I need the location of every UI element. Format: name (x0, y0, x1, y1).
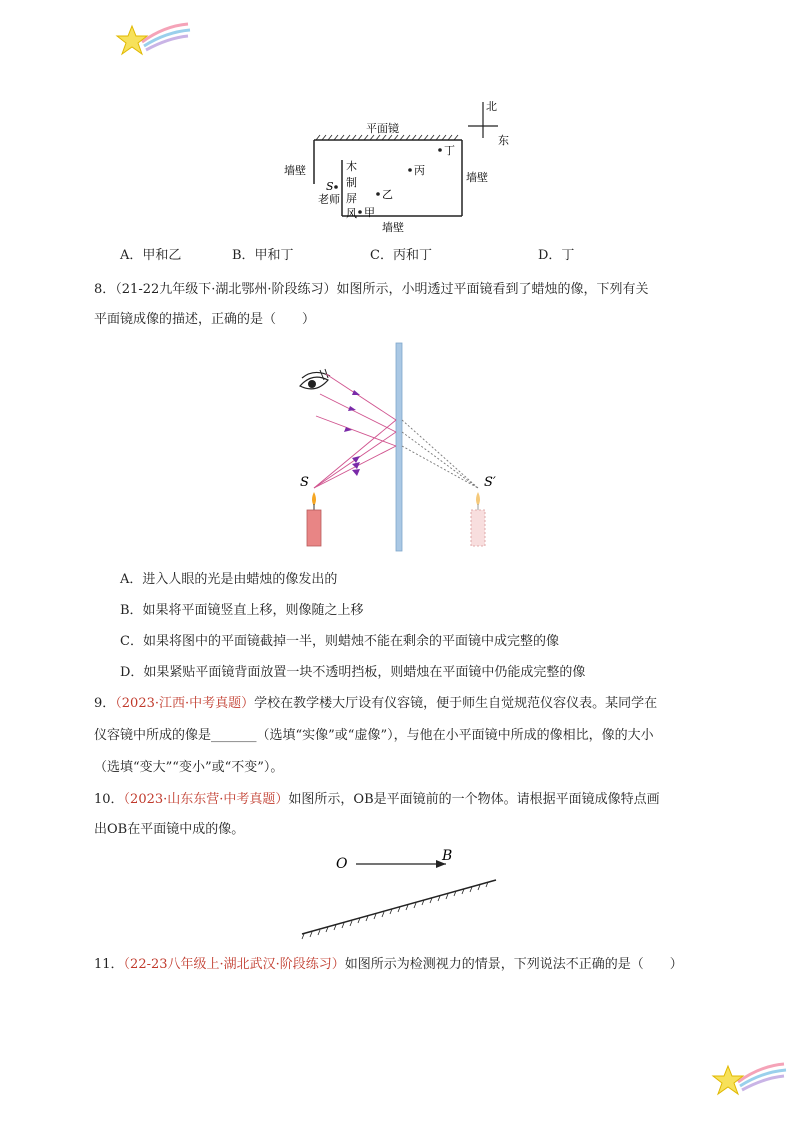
q9-line-2: 仪容镜中所成的像是_______（选填“实像”或“虚像”），与他在小平面镜中所成的像相比，像的大小 (94, 728, 654, 743)
q9-number: 9． (94, 696, 116, 711)
q10-source: （2023·山东东营·中考真题） (123, 792, 289, 807)
q7-option-c[interactable]: C．丙和丁 (370, 248, 432, 263)
q8-option-c[interactable]: C．如果将图中的平面镜截掉一半，则蜡烛不能在剩余的平面镜中成完整的像 (120, 634, 559, 649)
q11-source: （22-23八年级上·湖北武汉·阶段练习） (123, 957, 345, 972)
screen-char-1: 木 (346, 160, 357, 173)
q7-option-b[interactable]: B．甲和丁 (232, 248, 294, 263)
q8-number: 8． (94, 282, 116, 297)
mirror-label: 平面镜 (366, 122, 399, 135)
q9-line-1 (94, 694, 657, 714)
q9-text-1: 学校在教学楼大厅设有仪容镜，便于师生自觉规范仪容仪表。某同学在 (254, 696, 658, 711)
b-label: B (442, 848, 453, 864)
room-mirror-figure (280, 96, 520, 236)
q7-option-d[interactable]: D．丁 (538, 248, 575, 263)
q8-option-d[interactable]: D．如果紧贴平面镜背面放置一块不透明挡板，则蜡烛在平面镜中仍能成完整的像 (120, 665, 586, 680)
ob-mirror-figure (300, 846, 510, 942)
screen-char-4: 风 (346, 207, 357, 220)
s-label-candle: S (300, 475, 309, 490)
q11-text-1: 如图所示为检测视力的情景，下列说法不正确的是（ ） (344, 957, 683, 972)
wall-left-label: 墙壁 (284, 164, 306, 177)
screen-char-3: 屏 (346, 192, 357, 205)
q9-line-3: （选填“变大”“变小”或“不变”）。 (94, 760, 284, 775)
ding-label: 丁 (444, 144, 455, 157)
wall-bottom-label: 墙壁 (382, 221, 404, 234)
q10-number: 10． (94, 792, 124, 807)
q8-line-2: 平面镜成像的描述，正确的是（ ） (94, 312, 316, 327)
eye-icon (300, 369, 330, 389)
q8-text-1: 如图所示，小明透过平面镜看到了蜡烛的像，下列有关 (336, 282, 649, 297)
candle-mirror-figure (290, 340, 520, 555)
q8-source: （21-22九年级下·湖北鄂州·阶段练习） (115, 282, 337, 297)
q7-option-a[interactable]: A．甲和乙 (120, 248, 182, 263)
star-sticker-top (112, 18, 192, 60)
bing-label: 丙 (414, 164, 425, 177)
q8-option-a[interactable]: A．进入人眼的光是由蜡烛的像发出的 (120, 572, 338, 587)
star-sticker-bottom (708, 1058, 788, 1100)
wall-right-label: 墙壁 (466, 171, 488, 184)
q8-line-1 (94, 280, 649, 300)
yi-label: 乙 (382, 188, 393, 201)
east-label: 东 (498, 134, 509, 147)
teacher-label: 老师 (318, 193, 340, 206)
s-prime-label: S′ (484, 475, 496, 490)
q9-source: （2023·江西·中考真题） (115, 696, 255, 711)
s-label: S (326, 180, 334, 193)
q11-number: 11． (94, 957, 124, 972)
q10-line-2: 出OB在平面镜中成的像。 (94, 822, 245, 837)
screen-char-2: 制 (346, 176, 357, 189)
q11-line-1 (94, 955, 683, 975)
jia-label: 甲 (364, 206, 375, 219)
o-label: O (336, 856, 348, 872)
q10-text-1: 如图所示，OB是平面镜前的一个物体。请根据平面镜成像特点画 (288, 792, 660, 807)
north-label: 北 (486, 100, 497, 113)
q8-option-b[interactable]: B．如果将平面镜竖直上移，则像随之上移 (120, 603, 364, 618)
q10-line-1 (94, 790, 660, 810)
